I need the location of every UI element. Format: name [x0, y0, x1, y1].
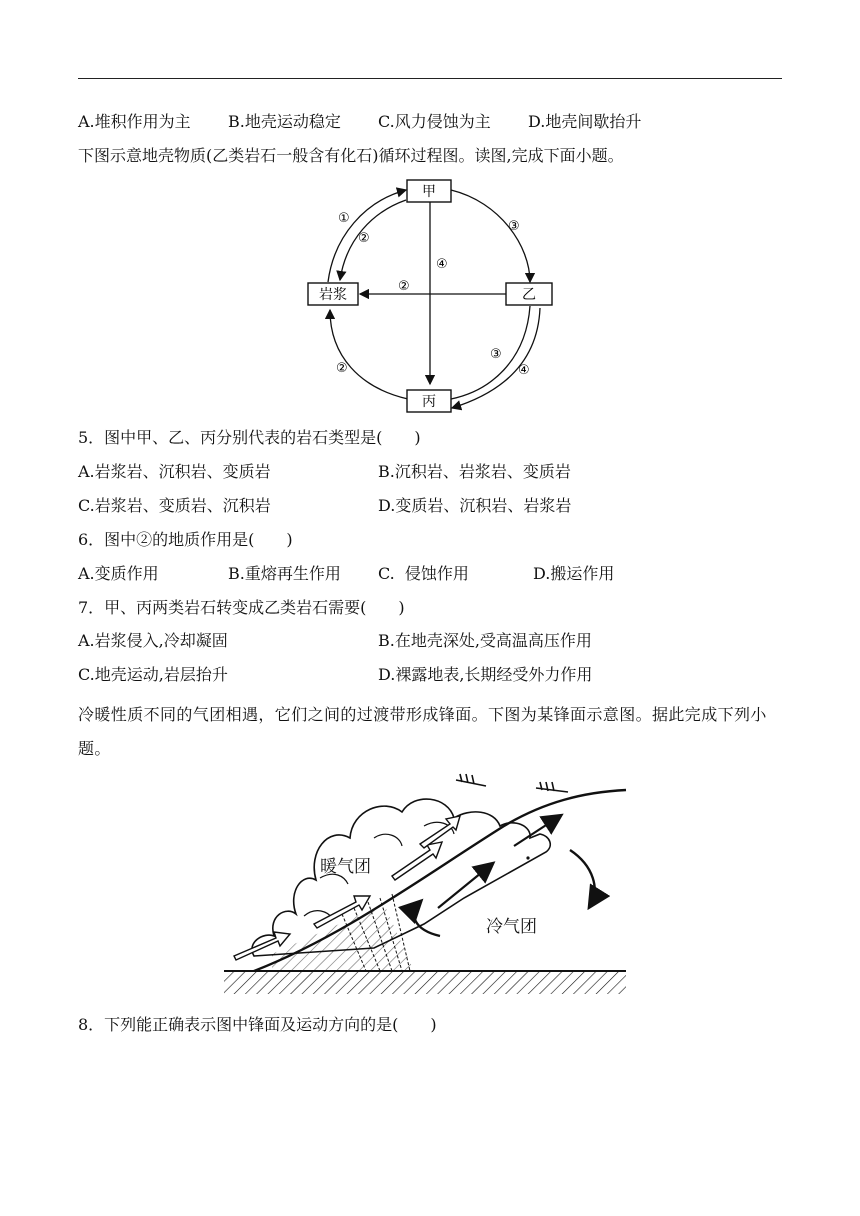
- q5-stem: 5．图中甲、乙、丙分别代表的岩石类型是( ): [78, 428, 421, 447]
- q5-option-c[interactable]: C.岩浆岩、变质岩、沉积岩: [78, 496, 271, 515]
- q8-stem: 8．下列能正确表示图中锋面及运动方向的是( ): [78, 1015, 437, 1034]
- node-bing: 丙: [422, 394, 436, 410]
- q7-stem: 7．甲、丙两类岩石转变成乙类岩石需要( ): [78, 598, 405, 617]
- q4-option-c[interactable]: C.风力侵蚀为主: [378, 112, 491, 131]
- label-1: ①: [338, 211, 350, 226]
- warm-air-label: 暖气团: [320, 857, 371, 877]
- q7-option-b[interactable]: B.在地壳深处,受高温高压作用: [378, 631, 592, 650]
- front-intro: 冷暖性质不同的气团相遇，它们之间的过渡带形成锋面。下图为某锋面示意图。据此完成下列小题。: [78, 705, 767, 758]
- q7-option-c[interactable]: C.地壳运动,岩层抬升: [78, 665, 228, 684]
- label-2-bottom: ②: [336, 361, 348, 376]
- inner-arc-jia-yanjiang: [340, 200, 406, 280]
- node-jia: 甲: [422, 184, 436, 200]
- label-3-bottom: ③: [490, 347, 502, 362]
- wind-barb-2: [536, 782, 568, 792]
- q5-option-d[interactable]: D.变质岩、沉积岩、岩浆岩: [378, 496, 572, 515]
- cold-air-label: 冷气团: [486, 917, 537, 937]
- header-rule: [78, 78, 782, 79]
- q7-option-d[interactable]: D.裸露地表,长期经受外力作用: [378, 665, 593, 684]
- rock-cycle-intro: 下图示意地壳物质(乙类岩石一般含有化石)循环过程图。读图,完成下面小题。: [78, 146, 624, 165]
- ground-hatch: [224, 972, 626, 994]
- q5-option-a[interactable]: A.岩浆岩、沉积岩、变质岩: [78, 462, 271, 481]
- q4-option-d[interactable]: D.地壳间歇抬升: [528, 112, 642, 131]
- label-2-top: ②: [358, 231, 370, 246]
- cold-arrow-curve: [570, 850, 595, 906]
- node-yi: 乙: [522, 287, 536, 303]
- q6-stem: 6．图中②的地质作用是( ): [78, 530, 293, 549]
- label-3-top: ③: [508, 219, 520, 234]
- arc-jia-yi: [451, 190, 530, 282]
- wind-barb-1: [456, 774, 486, 786]
- q4-option-a[interactable]: A.堆积作用为主: [78, 112, 191, 131]
- label-2-center: ②: [398, 279, 410, 294]
- rock-cycle-diagram: [300, 176, 560, 416]
- q5-option-b[interactable]: B.沉积岩、岩浆岩、变质岩: [378, 462, 571, 481]
- node-yanjiang: 岩浆: [319, 287, 347, 303]
- q6-option-c[interactable]: C. 侵蚀作用: [378, 564, 469, 583]
- q6-option-d[interactable]: D.搬运作用: [533, 564, 615, 583]
- q6-option-a[interactable]: A.变质作用: [78, 564, 159, 583]
- arc-bing-yanjiang: [330, 310, 408, 399]
- label-4-center: ④: [436, 257, 448, 272]
- label-4-bottom: ④: [518, 363, 530, 378]
- q4-option-b[interactable]: B.地壳运动稳定: [228, 112, 341, 131]
- front-diagram: [224, 766, 630, 998]
- q7-option-a[interactable]: A.岩浆侵入,冷却凝固: [78, 631, 228, 650]
- q6-option-b[interactable]: B.重熔再生作用: [228, 564, 341, 583]
